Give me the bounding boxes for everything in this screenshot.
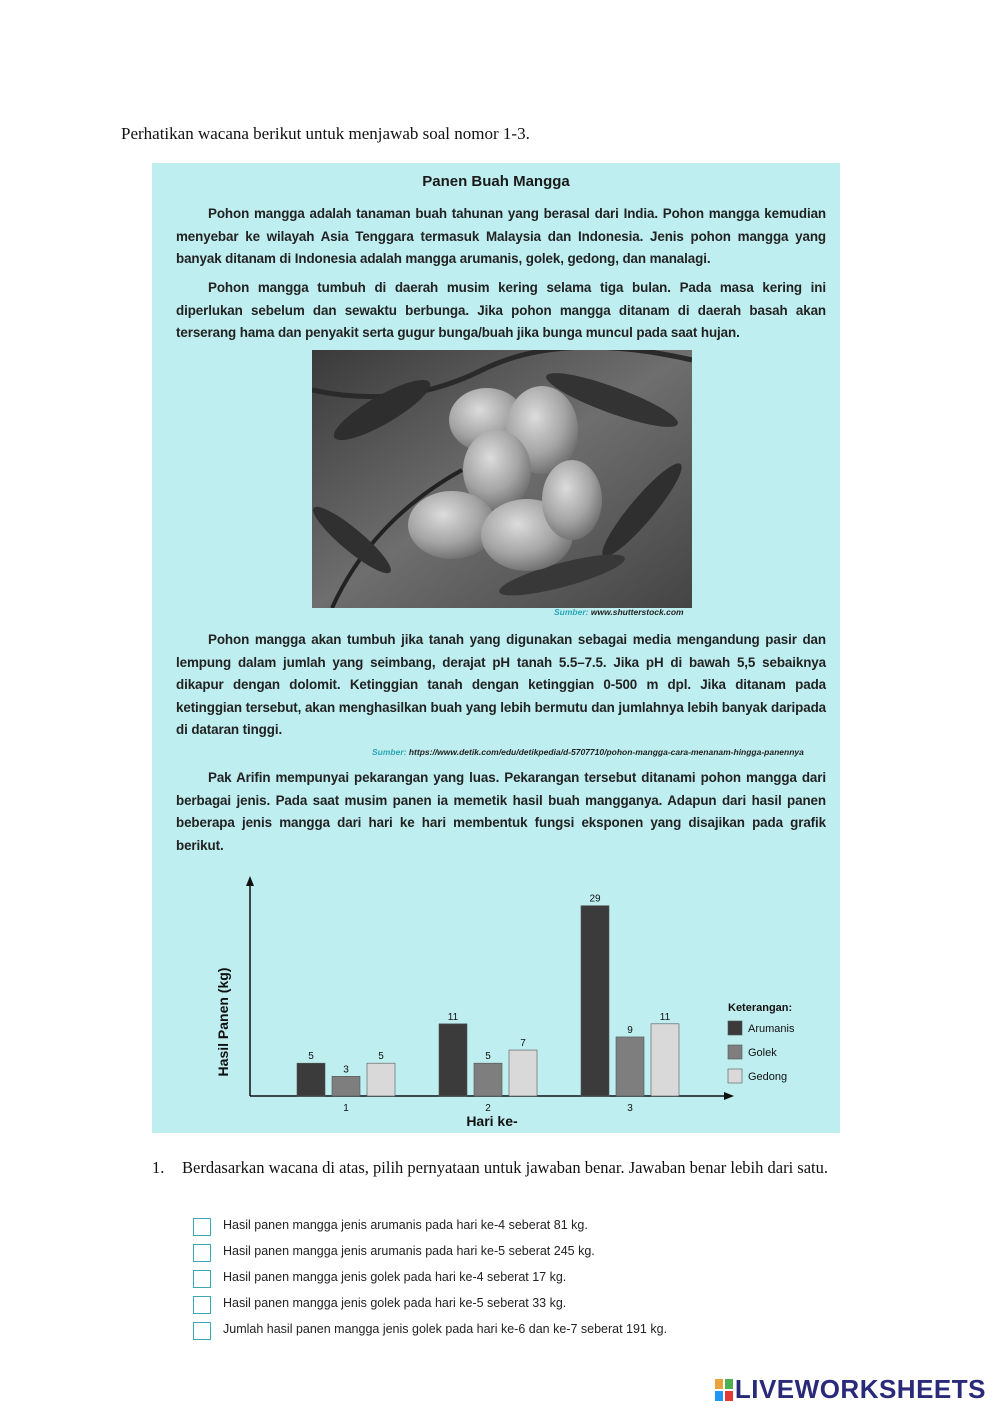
chart-legend <box>728 1002 795 1083</box>
x-tick-1: 1 <box>343 1103 349 1114</box>
paragraph-1 <box>176 203 826 271</box>
y-axis-arrow <box>246 876 254 886</box>
reading-title: Panen Buah Mangga <box>422 173 570 190</box>
mango-photo <box>312 350 692 608</box>
bar-label-golek-day-2: 5 <box>485 1051 491 1063</box>
photo-source-url: www.shutterstock.com <box>590 607 684 617</box>
option-3-label: Hasil panen mangga jenis golek pada hari ke-4 seberat 17 kg. <box>223 1270 567 1284</box>
bar-label-arumanis-day-1: 5 <box>308 1051 314 1063</box>
option-5-label: Jumlah hasil panen mangga jenis golek pada hari ke-6 dan ke-7 seberat 191 kg. <box>223 1322 668 1336</box>
x-axis-arrow <box>724 1092 734 1100</box>
bar-gedong-day-2 <box>509 1050 537 1096</box>
question-number: 1. <box>152 1158 165 1177</box>
paragraph-3-text: Pohon mangga akan tumbuh jika tanah yang digunakan sebagai media mengandung pasir dan lempung dalam jumlah yang seimbang, derajat pH tanah 5.5–7.5. Jika pH di bawah 5,5 sebaiknya dikapur dengan dolomit. Ketinggian tanah dengan ketinggian 0-500 m dpl. Jika ditanam pada ketinggian tersebut, akan menghasilkan buah yang lebih bermutu dan jumlahnya lebih banyak daripada di dataran tinggi. <box>176 632 826 737</box>
bar-golek-day-3 <box>616 1037 644 1096</box>
photo-source-label: Sumber: <box>554 607 589 617</box>
paragraph-4-text: Pak Arifin mempunyai pekarangan yang luas. Pekarangan tersebut ditanami pohon mangga dari berbagai jenis. Pada saat musim panen ia memetik hasil buah mangganya. Adapun dari hasil panen beberapa jenis mangga dari hari ke hari membentuk fungsi eksponen yang disajikan pada grafik berikut. <box>176 770 826 853</box>
legend-label-golek: Golek <box>748 1047 777 1059</box>
legend-swatch-gedong <box>728 1069 742 1083</box>
intro-instruction: Perhatikan wacana berikut untuk menjawab soal nomor 1-3. <box>121 124 530 143</box>
bar-golek-day-2 <box>474 1063 502 1096</box>
legend-swatch-arumanis <box>728 1021 742 1035</box>
photo-source <box>554 607 684 617</box>
legend-title: Keterangan: <box>728 1002 793 1014</box>
option-4-label: Hasil panen mangga jenis golek pada hari ke-5 seberat 33 kg. <box>223 1296 567 1310</box>
legend-label-gedong: Gedong <box>748 1071 788 1083</box>
x-tick-3: 3 <box>627 1103 633 1114</box>
bar-arumanis-day-2 <box>439 1024 467 1096</box>
bar-arumanis-day-3 <box>581 906 609 1096</box>
x-tick-2: 2 <box>485 1103 491 1114</box>
bar-label-gedong-day-3: 11 <box>659 1011 671 1023</box>
bar-label-arumanis-day-3: 29 <box>589 893 601 905</box>
x-axis-title: Hari ke- <box>466 1113 518 1129</box>
bar-label-golek-day-1: 3 <box>343 1064 349 1076</box>
liveworksheets-logo-text: LIVEWORKSHEETS <box>734 1374 986 1404</box>
bar-label-arumanis-day-2: 11 <box>447 1011 459 1023</box>
legend-label-arumanis: Arumanis <box>748 1023 795 1035</box>
bar-golek-day-1 <box>332 1076 360 1096</box>
option-1-checkbox[interactable] <box>193 1218 211 1236</box>
question-text: Berdasarkan wacana di atas, pilih pernyataan untuk jawaban benar. Jawaban benar lebih dari satu. <box>182 1158 828 1177</box>
bar-label-gedong-day-1: 5 <box>378 1051 384 1063</box>
paragraph-2-text: Pohon mangga tumbuh di daerah musim kering selama tiga bulan. Pada masa kering ini diperlukan sebelum dan sewaktu berbunga. Jika pohon mangga ditanam di daerah basah akan terserang hama dan penyakit serta gugur bunga/buah jika bunga muncul pada saat hujan. <box>176 280 826 340</box>
option-2-checkbox[interactable] <box>193 1244 211 1262</box>
mango-photo-illustration <box>312 350 692 608</box>
option-4-checkbox[interactable] <box>193 1296 211 1314</box>
legend-swatch-golek <box>728 1045 742 1059</box>
article-source-label: Sumber: <box>372 747 407 757</box>
paragraph-3 <box>176 629 826 742</box>
bar-arumanis-day-1 <box>297 1063 325 1096</box>
chart-bars <box>297 906 679 1096</box>
reading-panel <box>152 163 840 1133</box>
bar-gedong-day-1 <box>367 1063 395 1096</box>
bar-label-gedong-day-2: 7 <box>520 1038 526 1050</box>
article-source-url: https://www.detik.com/edu/detikpedia/d-5707710/pohon-mangga-cara-menanam-hingga-panennya <box>408 747 804 757</box>
liveworksheets-logo <box>715 1374 986 1405</box>
article-source <box>372 747 804 757</box>
bar-gedong-day-3 <box>651 1024 679 1096</box>
y-axis-title: Hasil Panen (kg) <box>215 967 231 1077</box>
paragraph-4 <box>176 767 826 857</box>
bar-label-golek-day-3: 9 <box>627 1024 633 1036</box>
harvest-bar-chart <box>212 868 852 1133</box>
option-3-checkbox[interactable] <box>193 1270 211 1288</box>
liveworksheets-logo-icon <box>715 1379 733 1401</box>
paragraph-2 <box>176 277 826 345</box>
paragraph-1-text: Pohon mangga adalah tanaman buah tahunan yang berasal dari India. Pohon mangga kemudian menyebar ke wilayah Asia Tenggara termasuk Malaysia dan Indonesia. Jenis pohon mangga yang banyak ditanam di Indonesia adalah mangga arumanis, golek, gedong, dan manalagi. <box>176 206 826 266</box>
option-2-label: Hasil panen mangga jenis arumanis pada hari ke-5 seberat 245 kg. <box>223 1244 595 1258</box>
option-1-label: Hasil panen mangga jenis arumanis pada hari ke-4 seberat 81 kg. <box>223 1218 588 1232</box>
option-5-checkbox[interactable] <box>193 1322 211 1340</box>
